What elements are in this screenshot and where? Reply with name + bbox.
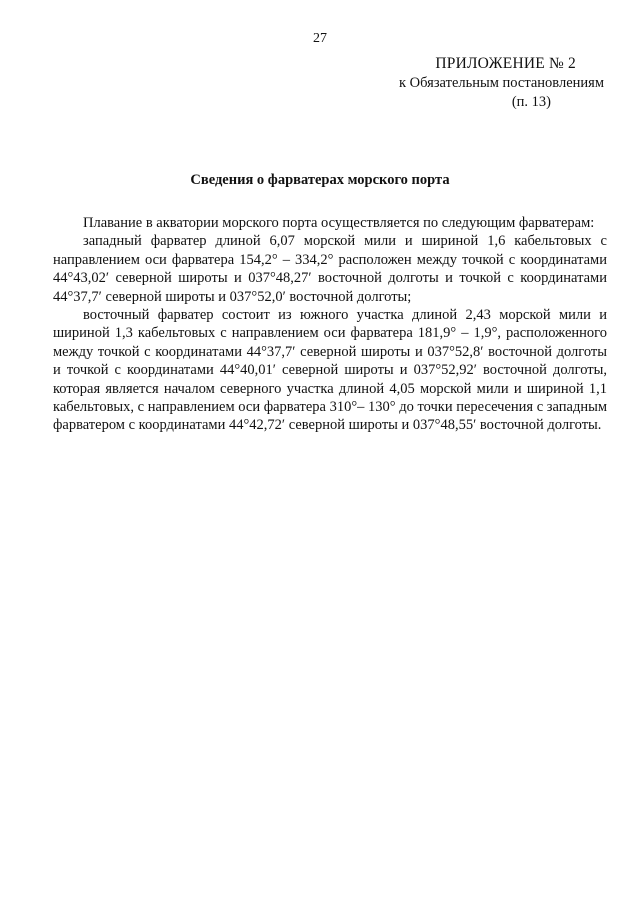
annex-reference: к Обязательным постановлениям xyxy=(399,75,604,91)
paragraph-eastern-fairway: восточный фарватер состоит из южного участка длиной 2,43 морской мили и шириной 1,3 кабельтовых с направлением оси фарватера 181,9° – 1,9°, расположенного между точкой с координатами 44°37,7′ северной широты и 037°52,8′ восточной долготы и точкой с координатами 44°40,01′ северной широты и 037°52,92′ восточной долготы, которая является началом северного участка длиной 4,05 морской мили и шириной 1,1 кабельтовых, с направлением оси фарватера 310°– 130° до точки пересечения с западным фарватером с координатами 44°42,72′ северной широты и 037°48,55′ восточной долготы. xyxy=(53,307,607,434)
annex-point: (п. 13) xyxy=(511,94,551,110)
annex-title: ПРИЛОЖЕНИЕ № 2 xyxy=(435,55,576,72)
document-heading: Сведения о фарватерах морского порта xyxy=(190,172,450,188)
document-body xyxy=(53,214,607,435)
annex-header xyxy=(344,54,604,112)
paragraph-western-fairway: западный фарватер длиной 6,07 морской мили и шириной 1,6 кабельтовых с направлением оси фарватера 154,2° – 334,2° расположен между точкой с координатами 44°43,02′ северной широты и 037°48,27′ восточной долготы и точкой с координатами 44°37,7′ северной широты и 037°52,0′ восточной долготы; xyxy=(53,233,607,305)
paragraph-intro: Плавание в акватории морского порта осуществляется по следующим фарватерам: xyxy=(83,215,595,231)
page-number: 27 xyxy=(313,31,327,46)
